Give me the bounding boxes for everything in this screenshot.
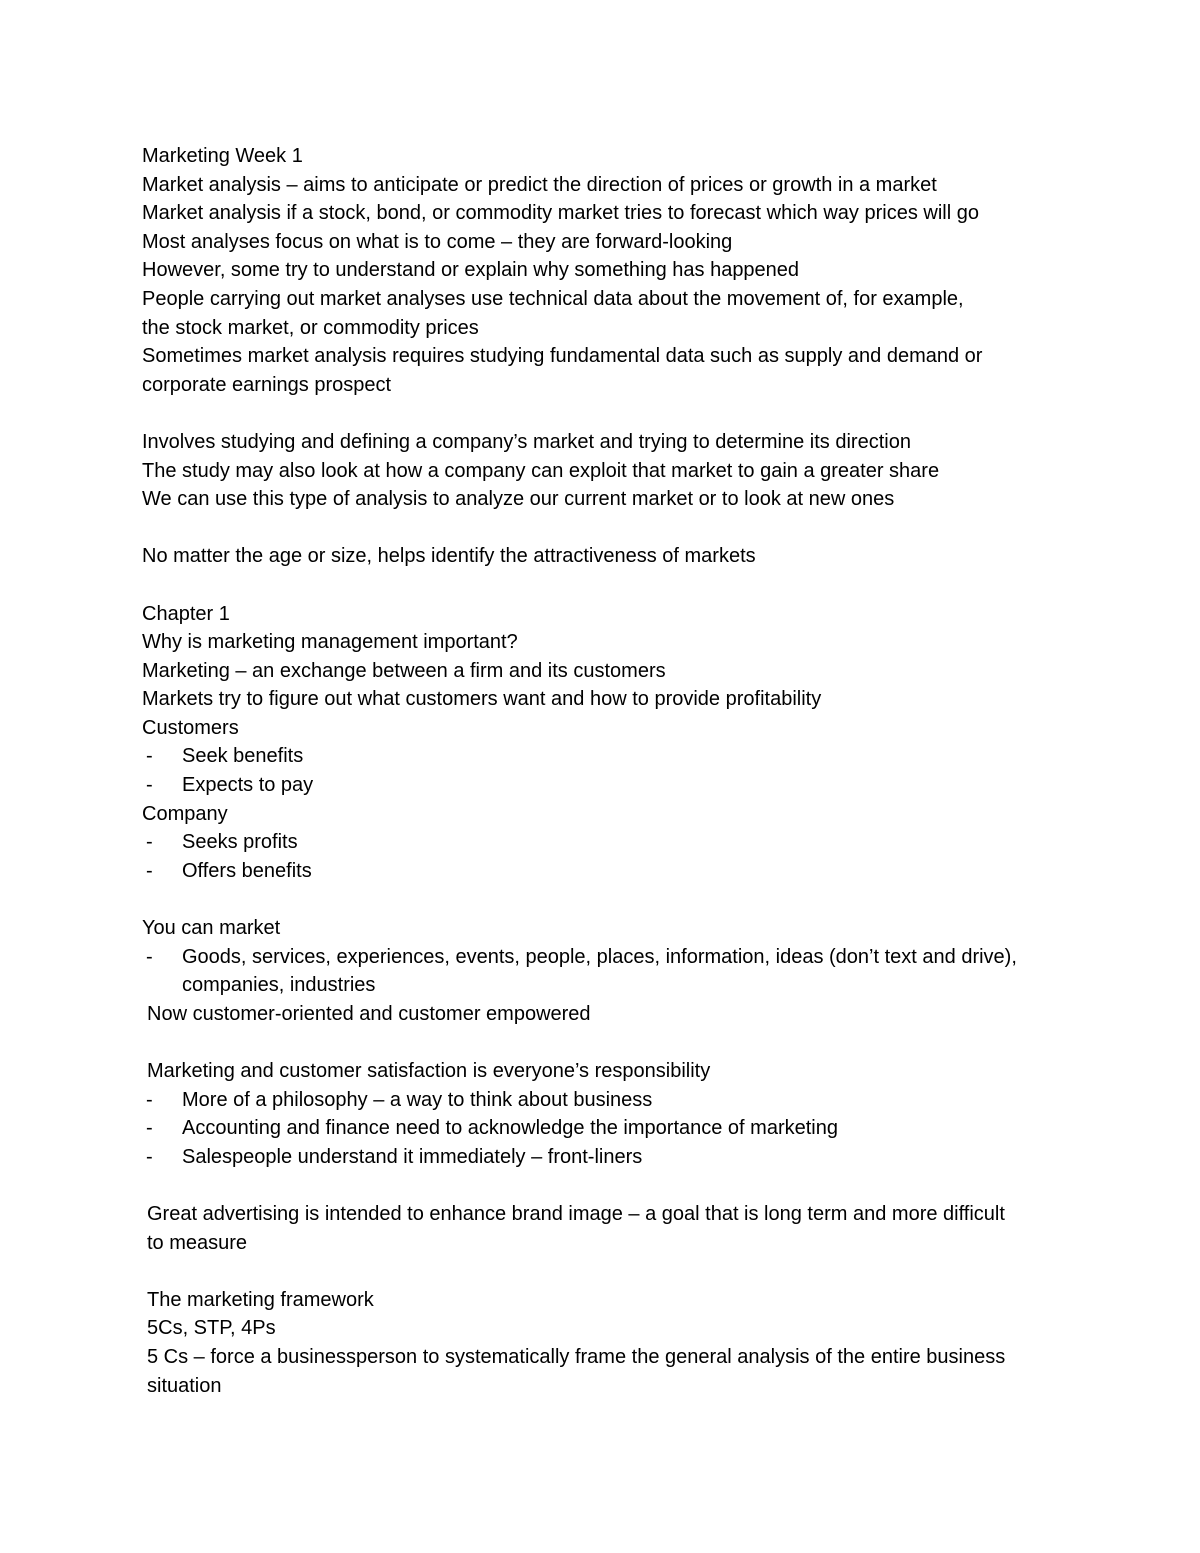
- text-paragraph: Great advertising is intended to enhance brand image – a goal that is long term and more difficult to measure: [147, 1202, 1005, 1254]
- text-line: Most analyses focus on what is to come – they are forward-looking: [142, 230, 733, 253]
- list-item: [142, 742, 1082, 771]
- text-line: 5Cs, STP, 4Ps: [147, 1317, 276, 1340]
- document-body: [142, 142, 1082, 1400]
- text-line: Involves studying and defining a company’s market and trying to determine its direction: [142, 430, 911, 453]
- text-line: However, some try to understand or explain why something has happened: [142, 259, 800, 282]
- bullet-dash: -: [146, 1088, 153, 1111]
- list-item-text: Offers benefits: [182, 859, 312, 882]
- bullet-dash: -: [146, 774, 153, 797]
- list-label: You can market: [142, 917, 281, 940]
- text-line: Market analysis – aims to anticipate or predict the direction of prices or growth in a market: [142, 173, 937, 196]
- list-item: [142, 857, 1082, 886]
- blank-line: [142, 885, 1082, 914]
- document-title: Marketing Week 1: [142, 145, 303, 167]
- list-label: Marketing and customer satisfaction is everyone’s responsibility: [147, 1060, 711, 1082]
- chapter-heading: Chapter 1: [142, 602, 230, 625]
- bullet-dash: -: [146, 745, 153, 768]
- bullet-dash: -: [146, 859, 153, 882]
- text-line: The study may also look at how a company can exploit that market to gain a greater share: [142, 459, 940, 482]
- list-item: [142, 943, 1062, 1000]
- list-item: [142, 828, 1082, 857]
- text-line: Sometimes market analysis requires studying fundamental data such as supply and demand or: [142, 345, 983, 368]
- text-line: We can use this type of analysis to analyze our current market or to look at new ones: [142, 488, 895, 511]
- list-item: [142, 1143, 1082, 1172]
- list-item: [142, 1114, 1082, 1143]
- text-line: corporate earnings prospect: [142, 373, 392, 396]
- blank-line: [142, 1171, 1082, 1200]
- list-item-text: Seeks profits: [182, 831, 298, 854]
- blank-line: [142, 1028, 1082, 1057]
- blank-line: [142, 571, 1082, 600]
- list-label: Company: [142, 802, 228, 825]
- list-item-text: Accounting and finance need to acknowledge the importance of marketing: [182, 1117, 838, 1140]
- text-line: Market analysis if a stock, bond, or commodity market tries to forecast which way prices will go: [142, 202, 979, 225]
- blank-line: [142, 399, 1082, 428]
- list-item-text: Expects to pay: [182, 774, 314, 797]
- text-paragraph: 5 Cs – force a businessperson to systematically frame the general analysis of the entire business situation: [147, 1345, 1006, 1397]
- list-item-text: Salespeople understand it immediately – front-liners: [182, 1145, 643, 1168]
- bullet-dash: -: [146, 945, 153, 968]
- list-item-text: Goods, services, experiences, events, people, places, information, ideas (don’t text and drive), companies, industries: [182, 945, 1017, 997]
- text-line: the stock market, or commodity prices: [142, 316, 479, 339]
- bullet-dash: -: [146, 1145, 153, 1168]
- text-line: Markets try to figure out what customers want and how to provide profitability: [142, 688, 822, 711]
- text-line: Why is marketing management important?: [142, 631, 518, 654]
- text-line: People carrying out market analyses use technical data about the movement of, for example,: [142, 287, 964, 310]
- list-item-text: Seek benefits: [182, 745, 304, 768]
- bullet-dash: -: [146, 1117, 153, 1140]
- section-heading: The marketing framework: [147, 1288, 374, 1311]
- text-line: Now customer-oriented and customer empowered: [147, 1002, 591, 1025]
- bullet-dash: -: [146, 831, 153, 854]
- list-label: Customers: [142, 716, 239, 739]
- list-item-text: More of a philosophy – a way to think about business: [182, 1088, 653, 1111]
- text-line: Marketing – an exchange between a firm and its customers: [142, 659, 666, 682]
- blank-line: [142, 514, 1082, 543]
- text-line: No matter the age or size, helps identify the attractiveness of markets: [142, 545, 756, 568]
- list-item: [142, 771, 1082, 800]
- blank-line: [142, 1257, 1082, 1286]
- list-item: [142, 1086, 1082, 1115]
